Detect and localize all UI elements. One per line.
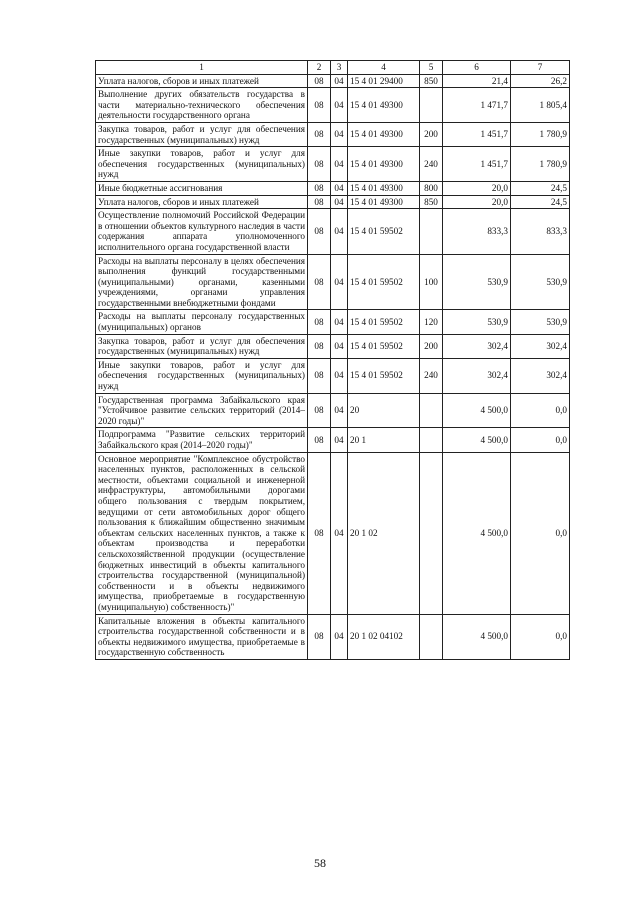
subsection-code-cell: 04	[331, 122, 348, 146]
amount-year2-cell: 1 780,9	[511, 122, 570, 146]
amount-year2-cell: 0,0	[511, 452, 570, 614]
target-article-cell: 15 4 01 49300	[348, 147, 420, 182]
col-header-7: 7	[511, 61, 570, 75]
section-code-cell: 08	[308, 310, 331, 334]
expense-type-cell: 100	[420, 254, 443, 310]
row-name-cell: Расходы на выплаты персоналу государственных (муниципальных) органов	[96, 310, 308, 334]
row-name-cell: Закупка товаров, работ и услуг для обеспечения государственных (муниципальных) нужд	[96, 122, 308, 146]
table-row	[96, 358, 570, 393]
section-code-cell: 08	[308, 452, 331, 614]
row-name-cell: Иные закупки товаров, работ и услуг для обеспечения государственных (муниципальных) нужд	[96, 358, 308, 393]
subsection-code-cell: 04	[331, 614, 348, 659]
amount-year2-cell: 302,4	[511, 334, 570, 358]
table-row	[96, 393, 570, 428]
table-row	[96, 74, 570, 88]
row-name-cell: Капитальные вложения в объекты капитального строительства государственной собственности и в объекты недвижимого имущества, приобретаемые в государственную собственность	[96, 614, 308, 659]
section-code-cell: 08	[308, 209, 331, 254]
amount-year2-cell: 1 780,9	[511, 147, 570, 182]
col-header-2: 2	[308, 61, 331, 75]
row-name-cell: Выполнение других обязательств государства в части материально-технического обеспечения деятельности государственного органа	[96, 88, 308, 123]
table-row	[96, 614, 570, 659]
amount-year1-cell: 4 500,0	[443, 614, 511, 659]
amount-year1-cell: 530,9	[443, 254, 511, 310]
amount-year2-cell: 530,9	[511, 254, 570, 310]
section-code-cell: 08	[308, 358, 331, 393]
amount-year1-cell: 1 451,7	[443, 147, 511, 182]
expense-type-cell	[420, 393, 443, 428]
target-article-cell: 20 1 02	[348, 452, 420, 614]
target-article-cell: 20 1 02 04102	[348, 614, 420, 659]
row-name-cell: Осуществление полномочий Российской Федерации в отношении объектов культурного наследия в части содержания аппарата уполномоченного исполнительного органа государственной власти	[96, 209, 308, 254]
amount-year2-cell: 0,0	[511, 428, 570, 452]
col-header-5: 5	[420, 61, 443, 75]
amount-year2-cell: 530,9	[511, 310, 570, 334]
expense-type-cell: 120	[420, 310, 443, 334]
subsection-code-cell: 04	[331, 88, 348, 123]
row-name-cell: Основное мероприятие "Комплексное обустройство населенных пунктов, расположенных в сельской местности, объектами социальной и инженерной инфраструктуры, автомобильными дорогами общего пользования с твердым покрытием, ведущими от сети автомобильных дорог общего пользования к ближайшим общественно значимым объектам сельских населенных пунктов, а также к объектам производства и переработки сельскохозяйственной продукции (осуществление бюджетных инвестиций в объекты капитального строительства государственной (муниципальной) собственности и в объекты недвижимого имущества, приобретаемые в государственную (муниципальную) собственность)"	[96, 452, 308, 614]
table-row	[96, 122, 570, 146]
subsection-code-cell: 04	[331, 195, 348, 209]
amount-year2-cell: 0,0	[511, 614, 570, 659]
section-code-cell: 08	[308, 428, 331, 452]
amount-year1-cell: 4 500,0	[443, 452, 511, 614]
amount-year1-cell: 21,4	[443, 74, 511, 88]
row-name-cell: Уплата налогов, сборов и иных платежей	[96, 74, 308, 88]
section-code-cell: 08	[308, 122, 331, 146]
table-row	[96, 147, 570, 182]
target-article-cell: 15 4 01 49300	[348, 181, 420, 195]
amount-year2-cell: 24,5	[511, 195, 570, 209]
subsection-code-cell: 04	[331, 147, 348, 182]
subsection-code-cell: 04	[331, 310, 348, 334]
table-row	[96, 209, 570, 254]
row-name-cell: Уплата налогов, сборов и иных платежей	[96, 195, 308, 209]
row-name-cell: Иные бюджетные ассигнования	[96, 181, 308, 195]
section-code-cell: 08	[308, 254, 331, 310]
table-row	[96, 428, 570, 452]
amount-year2-cell: 1 805,4	[511, 88, 570, 123]
amount-year1-cell: 20,0	[443, 181, 511, 195]
section-code-cell: 08	[308, 88, 331, 123]
section-code-cell: 08	[308, 614, 331, 659]
table-row	[96, 452, 570, 614]
expense-type-cell: 240	[420, 358, 443, 393]
subsection-code-cell: 04	[331, 452, 348, 614]
col-header-6: 6	[443, 61, 511, 75]
target-article-cell: 15 4 01 59502	[348, 254, 420, 310]
col-header-3: 3	[331, 61, 348, 75]
row-name-cell: Закупка товаров, работ и услуг для обеспечения государственных (муниципальных) нужд	[96, 334, 308, 358]
amount-year2-cell: 833,3	[511, 209, 570, 254]
target-article-cell: 15 4 01 59502	[348, 334, 420, 358]
subsection-code-cell: 04	[331, 358, 348, 393]
table-row	[96, 88, 570, 123]
expense-type-cell	[420, 428, 443, 452]
amount-year2-cell: 24,5	[511, 181, 570, 195]
header-row	[96, 61, 570, 75]
subsection-code-cell: 04	[331, 393, 348, 428]
table-row	[96, 254, 570, 310]
amount-year1-cell: 4 500,0	[443, 428, 511, 452]
target-article-cell: 15 4 01 59502	[348, 209, 420, 254]
expense-type-cell: 200	[420, 122, 443, 146]
amount-year1-cell: 1 451,7	[443, 122, 511, 146]
table-row	[96, 195, 570, 209]
amount-year1-cell: 1 471,7	[443, 88, 511, 123]
table-row	[96, 310, 570, 334]
col-header-1: 1	[96, 61, 308, 75]
expense-type-cell: 240	[420, 147, 443, 182]
section-code-cell: 08	[308, 74, 331, 88]
expense-type-cell	[420, 209, 443, 254]
expense-type-cell: 850	[420, 74, 443, 88]
row-name-cell: Иные закупки товаров, работ и услуг для обеспечения государственных (муниципальных) нужд	[96, 147, 308, 182]
row-name-cell: Подпрограмма "Развитие сельских территорий Забайкальского края (2014–2020 годы)"	[96, 428, 308, 452]
amount-year1-cell: 302,4	[443, 358, 511, 393]
target-article-cell: 15 4 01 49300	[348, 88, 420, 123]
amount-year1-cell: 530,9	[443, 310, 511, 334]
budget-table	[95, 60, 570, 660]
expense-type-cell: 800	[420, 181, 443, 195]
expense-type-cell	[420, 88, 443, 123]
subsection-code-cell: 04	[331, 209, 348, 254]
amount-year2-cell: 26,2	[511, 74, 570, 88]
subsection-code-cell: 04	[331, 334, 348, 358]
subsection-code-cell: 04	[331, 74, 348, 88]
section-code-cell: 08	[308, 147, 331, 182]
target-article-cell: 15 4 01 59502	[348, 310, 420, 334]
subsection-code-cell: 04	[331, 254, 348, 310]
col-header-4: 4	[348, 61, 420, 75]
amount-year2-cell: 302,4	[511, 358, 570, 393]
target-article-cell: 20 1	[348, 428, 420, 452]
section-code-cell: 08	[308, 334, 331, 358]
section-code-cell: 08	[308, 195, 331, 209]
page-number: 58	[314, 856, 326, 870]
amount-year1-cell: 4 500,0	[443, 393, 511, 428]
table-body	[96, 74, 570, 659]
target-article-cell: 20	[348, 393, 420, 428]
section-code-cell: 08	[308, 181, 331, 195]
expense-type-cell	[420, 614, 443, 659]
amount-year1-cell: 833,3	[443, 209, 511, 254]
target-article-cell: 15 4 01 49300	[348, 195, 420, 209]
amount-year1-cell: 20,0	[443, 195, 511, 209]
section-code-cell: 08	[308, 393, 331, 428]
row-name-cell: Государственная программа Забайкальского края "Устойчивое развитие сельских территорий (2014–2020 годы)"	[96, 393, 308, 428]
target-article-cell: 15 4 01 29400	[348, 74, 420, 88]
subsection-code-cell: 04	[331, 428, 348, 452]
target-article-cell: 15 4 01 49300	[348, 122, 420, 146]
expense-type-cell	[420, 452, 443, 614]
expense-type-cell: 850	[420, 195, 443, 209]
expense-type-cell: 200	[420, 334, 443, 358]
table-row	[96, 181, 570, 195]
amount-year2-cell: 0,0	[511, 393, 570, 428]
subsection-code-cell: 04	[331, 181, 348, 195]
target-article-cell: 15 4 01 59502	[348, 358, 420, 393]
table-row	[96, 334, 570, 358]
amount-year1-cell: 302,4	[443, 334, 511, 358]
row-name-cell: Расходы на выплаты персоналу в целях обеспечения выполнения функций государственными (муниципальными) органами, казенными учреждениями, органами управления государственными внебюджетными фондами	[96, 254, 308, 310]
